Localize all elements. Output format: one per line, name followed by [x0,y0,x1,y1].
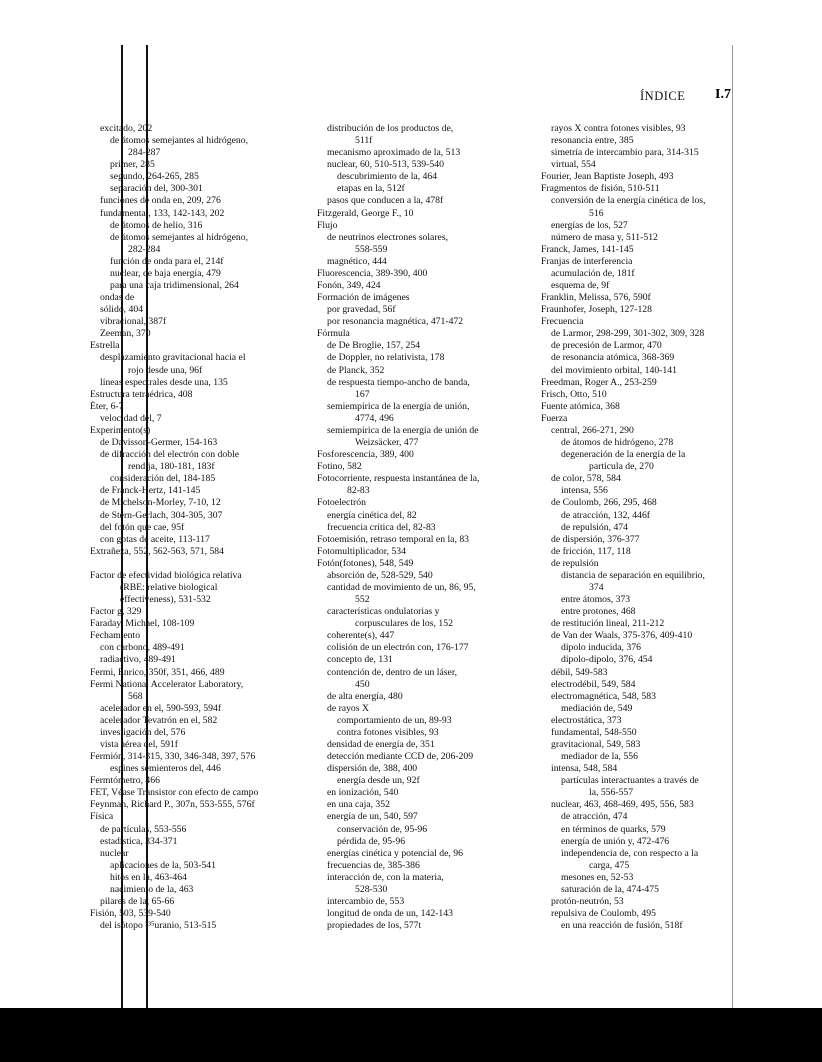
index-subentry: de átomos semejantes al hidrógeno, [110,231,249,243]
index-subentry: rayos X contra fotones visibles, 93 [551,123,686,134]
index-subentry: energía cinética del, 82 [327,509,417,521]
index-entry: Extrañeza, 552, 562-563, 571, 584 [90,545,224,557]
index-entry: Estructura tetraédrica, 408 [90,388,193,400]
index-subentry: estadística, 334-371 [100,835,178,847]
index-subentry: pérdida de, 95-96 [337,835,406,847]
index-subentry: nuclear [100,847,129,859]
index-subentry: nuclear, 60, 510-513, 539-540 [327,159,444,171]
index-subentry: de Stern-Gerlach, 304-305, 307 [100,509,223,521]
index-subentry: de átomos de hidrógeno, 278 [561,437,674,449]
index-subentry: intensa, 556 [561,485,608,497]
index-subentry: en ionización, 540 [327,787,399,799]
index-subentry: velocidad del, 7 [100,412,162,424]
index-subentry: coherente(s), 447 [327,630,395,642]
index-subentry: electrostática, 373 [551,714,622,726]
index-subentry: de partículas, 553-556 [100,823,187,835]
index-subentry: intensa, 548, 584 [551,763,618,775]
index-subentry: frecuencia crítica del, 82-83 [327,521,436,533]
index-subentry: simetría de intercambio para, 314-315 [551,147,699,159]
index-subentry: energía de unión y, 472-476 [561,835,670,847]
index-subentry: interacción de, con la materia, [327,871,444,883]
index-subentry: partícula de, 270 [589,461,654,473]
index-subentry: vista aérea del, 591f [100,738,179,750]
index-subentry: (RBE: relative biological [120,581,218,593]
index-entry: Factor de efectividad biológica relativa [90,569,242,581]
index-subentry: semiempírica de la energía de unión de [327,424,479,436]
index-entry: Franck, James, 141-145 [541,243,634,255]
index-subentry: segundo, 264-265, 285 [110,171,199,183]
index-subentry: del fotón que cae, 95f [100,521,185,533]
index-subentry: en una reacción de fusión, 518f [561,920,683,932]
index-subentry: para una caja tridimensional, 264 [110,280,239,292]
index-subentry: 450 [355,678,370,690]
index-subentry: 511f [355,135,373,147]
index-subentry: de rayos X [327,702,369,714]
index-subentry: de color, 578, 584 [551,473,621,485]
index-subentry: mecanismo aproximado de la, 513 [327,147,461,159]
index-entry: Fitzgerald, George F., 10 [317,207,414,219]
index-subentry: protón-neutrón, 53 [551,896,624,907]
index-subentry: densidad de energía de, 351 [327,738,435,750]
index-entry: Fórmula [317,328,350,340]
index-subentry: investigación del, 576 [100,726,186,738]
index-subentry: ondas de [100,292,135,304]
index-entry: Fotino, 582 [317,461,362,473]
index-entry: Fuente atómica, 368 [541,400,620,412]
index-subentry: energías cinética y potencial de, 96 [327,847,463,859]
index-subentry: radiactivo, 489-491 [100,654,176,666]
index-subentry: corpusculares de los, 152 [355,618,453,630]
index-entry: Fotocorriente, respuesta instantánea de la, [317,473,480,485]
index-subentry: en términos de quarks, 579 [561,823,666,835]
index-subentry: 284-287 [128,147,161,159]
index-subentry: electrodébil, 549, 584 [551,678,636,690]
index-entry: Fragmentos de fisión, 510-511 [541,183,660,195]
index-subentry: de Coulomb, 266, 295, 468 [551,497,657,509]
index-subentry: 374 [589,581,604,593]
index-subentry: por resonancia magnética, 471-472 [327,316,464,328]
index-entry: Flujo [317,219,338,231]
index-subentry: de resonancia atómica, 368-369 [551,352,675,364]
running-header-title: ÍNDICE [640,89,686,103]
page-number: I.7 [715,87,731,102]
index-subentry: vibracional, 387f [100,316,167,328]
index-subentry: de Planck, 352 [327,364,385,376]
index-subentry: cantidad de movimiento de un, 86, 95, [327,581,476,593]
index-entry: Fraunhofer, Joseph, 127-128 [541,304,652,316]
index-entry: Fermión, 314-315, 330, 346-348, 397, 576 [90,751,256,763]
index-column-1 [90,123,315,932]
index-entry: Fermi, Enrico, 350f, 351, 466, 489 [90,666,225,678]
index-entry: Física [90,811,114,823]
index-subentry: débil, 549-583 [551,666,608,678]
index-entry: Freedman, Roger A., 253-259 [541,376,657,388]
index-subentry: número de masa y, 511-512 [551,231,658,243]
index-subentry: electromagnética, 548, 583 [551,690,656,702]
index-subentry: 282-284 [128,243,161,255]
index-subentry: sólido, 404 [100,304,144,316]
index-subentry: por gravedad, 56f [327,304,396,316]
index-subentry: repulsiva de Coulomb, 495 [551,908,656,920]
index-subentry: de restitución lineal, 211-212 [551,618,665,630]
index-subentry: de precesión de Larmor, 470 [551,340,662,352]
index-subentry: funciones de onda en, 209, 276 [100,195,221,207]
index-entry: Frisch, Otto, 510 [541,388,607,400]
index-entry: Fuerza [541,412,568,424]
index-subentry: etapas en la, 512f [337,183,405,195]
index-subentry: de Michelson-Morley, 7-10, 12 [100,497,221,509]
index-entry: Fermi National Accelerator Laboratory, [90,678,244,690]
index-subentry: de fricción, 117, 118 [551,545,631,557]
index-subentry: concepto de, 131 [327,654,393,666]
index-subentry: gravitacional, 549, 583 [551,738,641,750]
index-subentry: 568 [128,690,143,702]
index-subentry: partículas interactuantes a través de [561,775,699,787]
index-subentry: descubrimiento de la, 464 [337,171,438,183]
index-subentry: carga, 475 [589,859,630,871]
index-subentry: 558-559 [355,243,388,255]
index-subentry: entre protones, 468 [561,606,636,618]
index-subentry: de átomos de helio, 316 [110,219,203,231]
index-column-2 [317,123,542,932]
index-entry: Estrella [90,340,120,352]
index-subentry: separación del, 300-301 [110,183,203,195]
index-subentry: de atracción, 132, 446f [561,509,651,521]
index-subentry: contra fotones visibles, 93 [337,726,439,738]
index-entry: FET, Véase Transistor con efecto de campo [90,787,259,799]
index-subentry: consideración del, 184-185 [110,473,216,485]
index-entry: Fermtómetro, 466 [90,775,160,787]
index-subentry: longitud de onda de un, 142-143 [327,908,453,920]
index-subentry: espines semienteros del, 446 [110,763,221,775]
index-entry: Fosforescencia, 389, 400 [317,449,414,461]
index-subentry: central, 266-271, 290 [551,424,634,436]
index-subentry: desplazamiento gravitacional hacia el [100,352,246,364]
index-entry: Fotón(fotones), 548, 549 [317,557,414,569]
index-subentry: distancia de separación en equilibrio, [561,569,705,581]
index-subentry: acelerador en el, 590-593, 594f [100,702,222,714]
index-subentry: de Larmor, 298-299, 301-302, 309, 328 [551,328,705,340]
index-subentry: independencia de, con respecto a la [561,847,699,859]
index-subentry: dipolo-dipolo, 376, 454 [561,654,653,666]
index-subentry: fundamental, 548-550 [551,726,637,738]
index-subentry: Zeeman, 370 [100,328,151,340]
index-entry: Fluorescencia, 389-390, 400 [317,267,428,279]
index-subentry: nacimiento de la, 463 [110,883,194,895]
index-column-3 [541,123,733,932]
index-subentry: virtual, 554 [551,159,596,171]
index-entry: Feynman, Richard P., 307n, 553-555, 576f [90,799,255,811]
index-entry: Formación de imágenes [317,292,410,304]
index-subentry: energía desde un, 92f [337,775,420,787]
index-subentry: excitado, 202 [100,123,153,134]
index-subentry: absorción de, 528-529, 540 [327,569,433,581]
index-subentry: rojo desde una, 96f [128,364,203,376]
index-subentry: en una caja, 352 [327,799,390,811]
index-subentry: características ondulatorias y [327,606,440,618]
index-subentry: dispersión de, 388, 400 [327,763,418,775]
index-entry: Frecuencia [541,316,584,328]
index-subentry: hitos en la, 463-464 [110,871,187,883]
index-subentry: con gotas de aceite, 113-117 [100,533,210,545]
index-subentry: mediación de, 549 [561,702,633,714]
index-subentry: del isótopo ²³⁵uranio, 513-515 [100,920,217,932]
index-subentry: fundamental, 133, 142-143, 202 [100,207,225,219]
index-subentry: contención de, dentro de un láser, [327,666,458,678]
index-subentry: de Franck-Hertz, 141-145 [100,485,201,497]
index-subentry: nuclear, 463, 468-469, 495, 556, 583 [551,799,694,811]
index-subentry: intercambio de, 553 [327,896,405,907]
index-entry: Fonón, 349, 424 [317,280,381,292]
index-subentry: mesones en, 52-53 [561,871,634,883]
index-entry: Fechamiento [90,630,141,642]
index-subentry: acelerador Tevatrón en el, 582 [100,714,218,726]
index-subentry: propiedades de los, 577t [327,920,422,932]
index-subentry: saturación de la, 474-475 [561,883,659,895]
index-subentry: colisión de un electrón con, 176-177 [327,642,469,654]
index-subentry: la, 556-557 [589,787,634,799]
index-entry: Faraday, Michael, 108-109 [90,618,195,630]
index-subentry: de átomos semejantes al hidrógeno, [110,135,249,147]
index-subentry: de repulsión [551,557,599,569]
index-subentry: 552 [355,594,370,606]
index-subentry: con carbono, 489-491 [100,642,185,654]
index-entry: Fisión, 503, 539-540 [90,908,171,920]
index-subentry: pilares de la, 65-66 [100,896,175,907]
index-subentry: primer, 285 [110,159,155,171]
index-subentry: de Davisson-Germer, 154-163 [100,437,218,449]
index-subentry: frecuencias de, 385-386 [327,859,420,871]
index-subentry: de difracción del electrón con doble [100,449,240,461]
index-subentry: magnético, 444 [327,255,387,267]
index-subentry: función de onda para el, 214f [110,255,224,267]
index-subentry: esquema de, 9f [551,280,610,292]
index-subentry: detección mediante CCD de, 206-209 [327,751,474,763]
index-subentry: pasos que conducen a la, 478f [327,195,444,207]
index-subentry: de repulsión, 474 [561,521,628,533]
index-subentry: nuclear, de baja energía, 479 [110,267,221,279]
index-subentry: distribución de los productos de, [327,123,454,134]
index-subentry: entre átomos, 373 [561,594,631,606]
index-entry: Franjas de interferencia [541,255,633,267]
index-spacer [90,558,315,570]
index-subentry: de atracción, 474 [561,811,628,823]
index-subentry: effectiveness), 531-532 [120,594,211,606]
index-subentry: acumulación de, 181f [551,267,635,279]
index-entry: Fourier, Jean Baptiste Joseph, 493 [541,171,674,183]
index-subentry: semiempírica de la energía de unión, [327,400,470,412]
index-subentry: Weizsäcker, 477 [355,437,419,449]
index-subentry: rendija, 180-181, 183f [128,461,215,473]
index-subentry: de Doppler, no relativista, 178 [327,352,445,364]
index-subentry: aplicaciones de la, 503-541 [110,859,216,871]
index-subentry: comportamiento de un, 89-93 [337,714,452,726]
index-subentry: degeneración de la energía de la [561,449,686,461]
index-entry: Experimento(s) [90,424,151,436]
index-entry: Franklin, Melissa, 576, 590f [541,292,651,304]
index-entry: Fotoemisión, retraso temporal en la, 83 [317,533,470,545]
index-subentry: energías de los, 527 [551,219,628,231]
index-subentry: conversión de la energía cinética de los, [551,195,706,207]
index-subentry: 516 [589,207,604,219]
index-subentry: 4774, 496 [355,412,394,424]
index-subentry: 528-530 [355,883,388,895]
index-subentry: conservación de, 95-96 [337,823,428,835]
index-entry: Éter, 6-7 [90,400,124,412]
index-subentry: mediador de la, 556 [561,751,638,763]
index-subentry: de alta energía, 480 [327,690,403,702]
index-subentry: de Van der Waals, 375-376, 409-410 [551,630,693,642]
index-entry: Fotomultiplicador, 534 [317,545,406,557]
index-subentry: 82-83 [347,485,370,497]
index-entry: Fotoelectrón [317,497,366,509]
index-subentry: 167 [355,388,370,400]
index-subentry: dipolo inducida, 376 [561,642,641,654]
index-subentry: energía de un, 540, 597 [327,811,418,823]
index-subentry: de De Broglie, 157, 254 [327,340,421,352]
index-subentry: de neutrinos electrones solares, [327,231,449,243]
index-entry: Factor g, 329 [90,606,142,618]
index-subentry: resonancia entre, 385 [551,135,634,147]
index-subentry: de respuesta tiempo-ancho de banda, [327,376,470,388]
index-subentry: de dispersión, 376-377 [551,533,640,545]
index-subentry: líneas espectrales desde una, 135 [100,376,228,388]
index-subentry: del movimiento orbital, 140-141 [551,364,677,376]
